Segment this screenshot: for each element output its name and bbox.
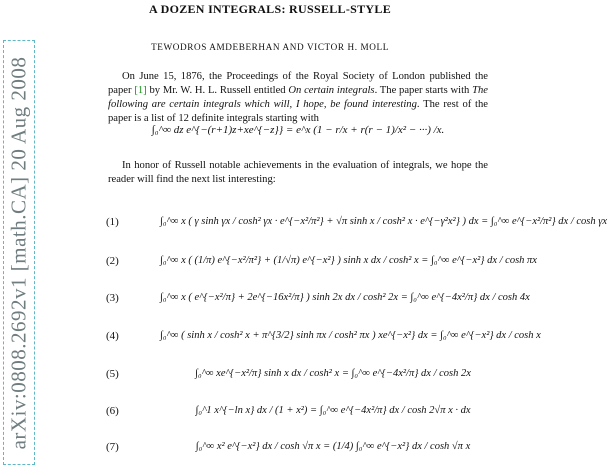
arxiv-stamp-text: arXiv:0808.2692v1 [math.CA] 20 Aug 2008 bbox=[6, 56, 31, 449]
intro-emphasis-2: The following are certain integrals which will, I hope, be found interesting bbox=[108, 85, 488, 110]
equation: ∫₀^1 x^{−ln x} dx / (1 + x²) = ∫₀^∞ e^{−4x²/π} dx / cosh 2√π x · dx bbox=[195, 405, 471, 416]
equation-number: (3) bbox=[106, 292, 119, 304]
equation: ∫₀^∞ x ( γ sinh γx / cosh² γx · e^{−x²/π²} + √π sinh x / cosh² x · e^{−γ²x²} ) dx = ∫₀^∞ e^{−x²/π²} dx / cosh γx bbox=[160, 216, 607, 227]
equation-number: (1) bbox=[106, 216, 119, 228]
equation: ∫₀^∞ x² e^{−x²} dx / cosh √π x = (1/4) ∫₀^∞ e^{−x²} dx / cosh √π x bbox=[195, 441, 471, 452]
arxiv-stamp bbox=[3, 40, 35, 465]
display-formula: ∫₀^∞ dz e^{−(r+1)z+xe^{−z}} = e^x (1 − r/x + r(r − 1)/x² − ···) /x. bbox=[151, 124, 445, 136]
paper-authors: TEWODROS AMDEBERHAN AND VICTOR H. MOLL bbox=[151, 42, 389, 52]
intro-text-2: by Mr. W. H. L. Russell entitled bbox=[146, 85, 289, 96]
equation-number: (4) bbox=[106, 330, 119, 342]
equation: ∫₀^∞ ( sinh x / cosh² x + π^{3/2} sinh πx / cosh² πx ) xe^{−x²} dx = ∫₀^∞ e^{−x²} dx / cosh x bbox=[160, 330, 541, 341]
intro-text-3: . The paper starts with bbox=[374, 85, 473, 96]
honor-paragraph bbox=[108, 159, 488, 187]
paper-title: A DOZEN INTEGRALS: RUSSELL-STYLE bbox=[149, 2, 391, 16]
intro-text-4: . The rest of the paper is a list of 12 definite integrals starting with bbox=[108, 99, 488, 124]
intro-emphasis-1: On certain integrals bbox=[288, 85, 375, 96]
equation-number: (5) bbox=[106, 368, 119, 380]
intro-text-1: On June 15, 1876, the Proceedings of the Royal Society of London published the paper bbox=[108, 71, 488, 96]
equation: ∫₀^∞ xe^{−x²/π} sinh x dx / cosh² x = ∫₀^∞ e^{−4x²/π} dx / cosh 2x bbox=[195, 368, 471, 379]
equation-number: (6) bbox=[106, 405, 119, 417]
citation-link[interactable]: [1] bbox=[134, 85, 147, 96]
honor-text: In honor of Russell notable achievements in the evaluation of integrals, we hope the reader will find the next list interesting: bbox=[108, 160, 488, 185]
intro-paragraph bbox=[108, 70, 488, 126]
equation: ∫₀^∞ x ( (1/π) e^{−x²/π²} + (1/√π) e^{−x²} ) sinh x dx / cosh² x = ∫₀^∞ e^{−x²} dx / cosh πx bbox=[160, 255, 537, 266]
equation-number: (7) bbox=[106, 441, 119, 453]
equation-number: (2) bbox=[106, 255, 119, 267]
equation: ∫₀^∞ x ( e^{−x²/π} + 2e^{−16x²/π} ) sinh 2x dx / cosh² 2x = ∫₀^∞ e^{−4x²/π} dx / cosh 4x bbox=[160, 292, 530, 303]
